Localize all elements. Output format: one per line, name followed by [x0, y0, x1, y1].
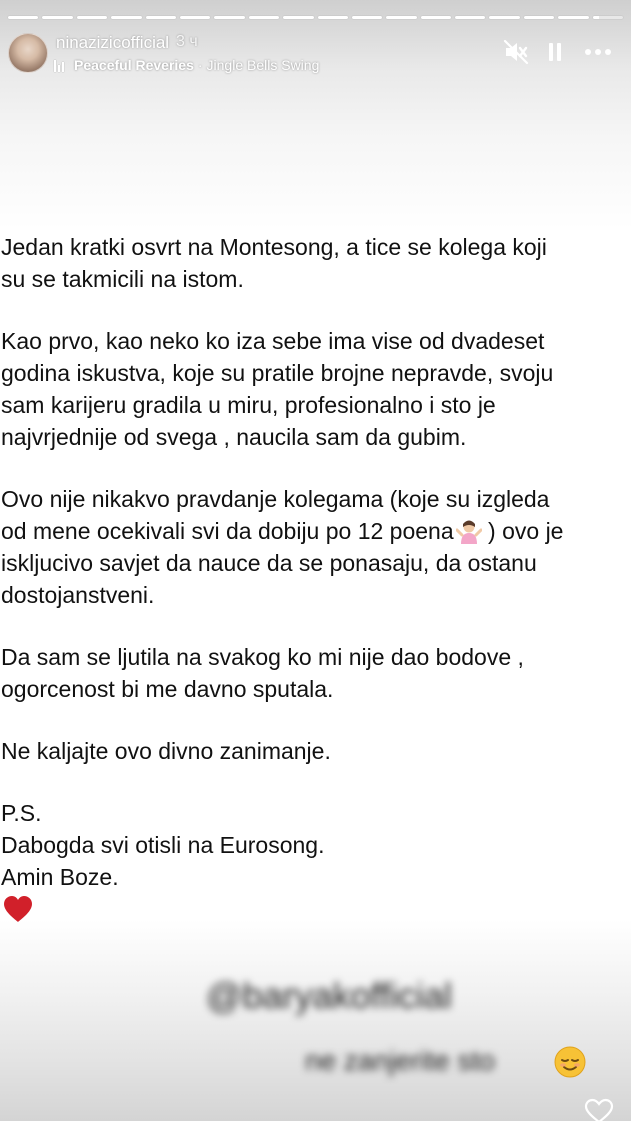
text-line: Dabogda svi otisli na Eurosong.: [1, 832, 325, 858]
progress-segment: [352, 16, 382, 19]
more-button[interactable]: [584, 38, 612, 66]
pause-icon: [544, 40, 566, 64]
progress-segment: [180, 16, 210, 19]
heart-outline-icon[interactable]: [584, 1098, 614, 1121]
text-line: iskljucivo savjet da nauce da se ponasaju, da ostanu: [1, 550, 537, 576]
paragraph: [0, 231, 631, 295]
text-line: dostojanstveni.: [1, 582, 155, 608]
story-progress-bar: [8, 16, 623, 19]
progress-segment: [214, 16, 244, 19]
music-artist: Jingle Bells Swing: [206, 57, 320, 73]
progress-segment: [42, 16, 72, 19]
progress-segment: [593, 16, 623, 19]
progress-segment: [8, 16, 38, 19]
text-line: najvrjednije od svega , naucila sam da gubim.: [1, 424, 467, 450]
paragraph: [0, 735, 631, 767]
text-line: ogorcenost bi me davno sputala.: [1, 676, 334, 702]
pause-button[interactable]: [541, 38, 569, 66]
shrug-emoji-icon: [456, 518, 482, 544]
paragraph: [0, 483, 631, 611]
progress-segment: [489, 16, 519, 19]
music-bars-icon: [54, 58, 68, 72]
speaker-muted-icon: [503, 39, 529, 65]
text-line: Amin Boze.: [1, 864, 119, 890]
text-line: Kao prvo, kao neko ko iza sebe ima vise od dvadeset: [1, 328, 545, 354]
text-line: P.S.: [1, 800, 42, 826]
text-line: Ne kaljajte ovo divno zanimanje.: [1, 738, 331, 764]
red-heart-emoji-icon: [3, 895, 33, 923]
bottom-shade: [0, 920, 631, 1121]
avatar[interactable]: [8, 33, 48, 73]
progress-segment: [524, 16, 554, 19]
blurred-caption: ne zanjerite sto: [305, 1045, 495, 1076]
more-dots-icon: [584, 47, 612, 57]
progress-segment: [283, 16, 313, 19]
progress-segment: [558, 16, 588, 19]
paragraph: [0, 325, 631, 453]
progress-segment: [386, 16, 416, 19]
paragraph: [0, 797, 631, 923]
music-separator: ·: [197, 57, 203, 73]
relieved-face-emoji-icon: [554, 1046, 586, 1078]
mute-button[interactable]: [502, 38, 530, 66]
post-time: 3 ч: [176, 33, 198, 50]
text-line: sam karijeru gradila u miru, profesionalno i sto je: [1, 392, 496, 418]
text-line: [0, 515, 631, 547]
post-text: [0, 231, 631, 923]
progress-segment: [77, 16, 107, 19]
progress-segment: [421, 16, 451, 19]
mention-sticker[interactable]: @baryakofficial: [206, 975, 452, 1016]
progress-segment: [146, 16, 176, 19]
text-fragment: ) ovo je: [488, 518, 564, 544]
text-line: su se takmicili na istom.: [1, 266, 244, 292]
text-line: Jedan kratki osvrt na Montesong, a tice se kolega koji: [1, 234, 547, 260]
progress-segment: [318, 16, 348, 19]
music-title: Peaceful Reveries: [74, 57, 194, 73]
music-attribution[interactable]: [54, 56, 319, 74]
text-line: Ovo nije nikakvo pravdanje kolegama (koje su izgleda: [1, 486, 550, 512]
text-line: godina iskustva, koje su pratile brojne nepravde, svoju: [1, 360, 554, 386]
text-line: Da sam se ljutila na svakog ko mi nije dao bodove ,: [1, 644, 524, 670]
progress-segment: [111, 16, 141, 19]
username[interactable]: ninazizicofficial: [56, 33, 170, 52]
progress-segment: [249, 16, 279, 19]
paragraph: [0, 641, 631, 705]
progress-segment: [455, 16, 485, 19]
text-fragment: od mene ocekivali svi da dobiju po 12 poena: [1, 518, 454, 544]
